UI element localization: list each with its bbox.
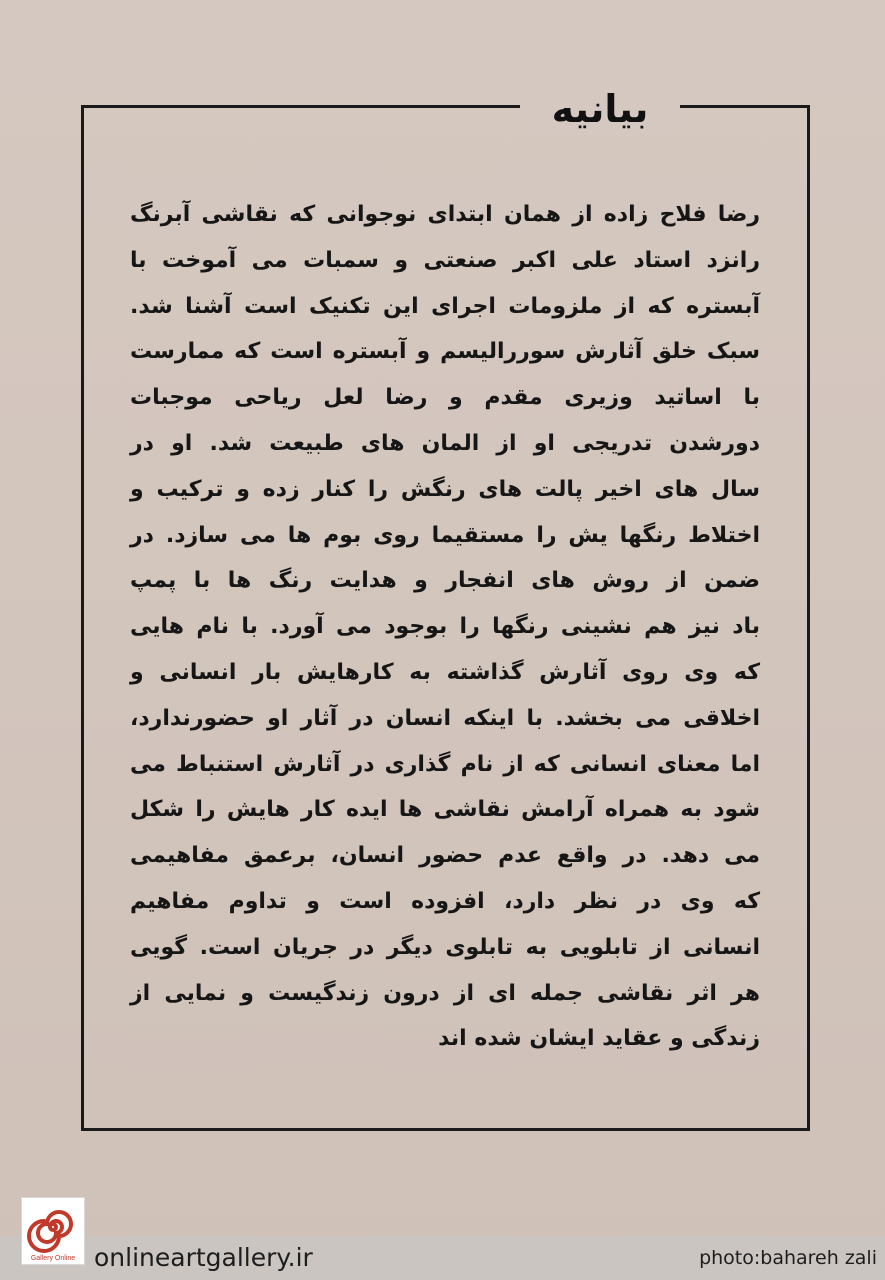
- logo-caption: Gallery Online: [30, 1255, 76, 1262]
- statement-line: سال های اخیر پالت های رنگش را کنار زده و ترکیب و: [130, 476, 760, 502]
- gallery-online-spiral-icon: [26, 1201, 80, 1253]
- statement-line: اخلاقی می بخشد. با اینکه انسان در آثار او حضورندارد،: [130, 705, 760, 731]
- statement-line: انسانی از تابلویی به تابلوی دیگر در جریان است. گویی: [130, 934, 760, 960]
- statement-line: رانزد استاد علی اکبر صنعتی و سمبات می آموخت با: [130, 247, 760, 273]
- gallery-logo: [22, 1198, 84, 1264]
- statement-line: باد نیز هم نشینی رنگها را بوجود می آورد. با نام هایی: [130, 614, 760, 640]
- statement-line: رضا فلاح زاده از همان ابتدای نوجوانی که نقاشی آبرنگ: [130, 202, 760, 227]
- statement-line: با اساتید وزیری مقدم و رضا لعل ریاحی موجبات: [130, 385, 760, 411]
- statement-line: اختلاط رنگها یش را مستقیما روی بوم ها می سازد. در: [130, 522, 760, 548]
- statement-line: ضمن از روش های انفجار و هدایت رنگ ها با پمپ: [130, 568, 760, 594]
- site-url[interactable]: onlineartgallery.ir: [94, 1243, 313, 1272]
- artist-statement: [130, 192, 760, 1062]
- statement-line: دورشدن تدریجی او از المان های طبیعت شد. او در: [130, 430, 760, 456]
- statement-line: می دهد. در واقع عدم حضور انسان، برعمق مفاهیمی: [130, 843, 760, 869]
- page-title: بیانیه: [551, 87, 649, 131]
- statement-line: هر اثر نقاشی جمله ای از درون زندگیست و نمایی از: [130, 980, 760, 1006]
- statement-line: شود به همراه آرامش نقاشی ها ایده کار هایش را شکل: [130, 797, 760, 823]
- statement-line: اما معنای انسانی که از نام گذاری در آثارش استنباط می: [130, 751, 760, 777]
- statement-line: که وی روی آثارش گذاشته به کارهایش بار انسانی و: [130, 659, 760, 685]
- statement-line: زندگی و عقاید ایشان شده اند: [438, 1026, 760, 1052]
- statement-line: آبستره که از ملزومات اجرای این تکنیک است آشنا شد.: [130, 293, 760, 319]
- photo-credit: photo:bahareh zali: [699, 1247, 877, 1269]
- title-plate: [520, 84, 680, 134]
- statement-line: سبک خلق آثارش سوررالیسم و آبستره است که ممارست: [130, 339, 760, 365]
- statement-line: که وی در نظر دارد، افزوده است و تداوم مفاهیم: [130, 888, 760, 914]
